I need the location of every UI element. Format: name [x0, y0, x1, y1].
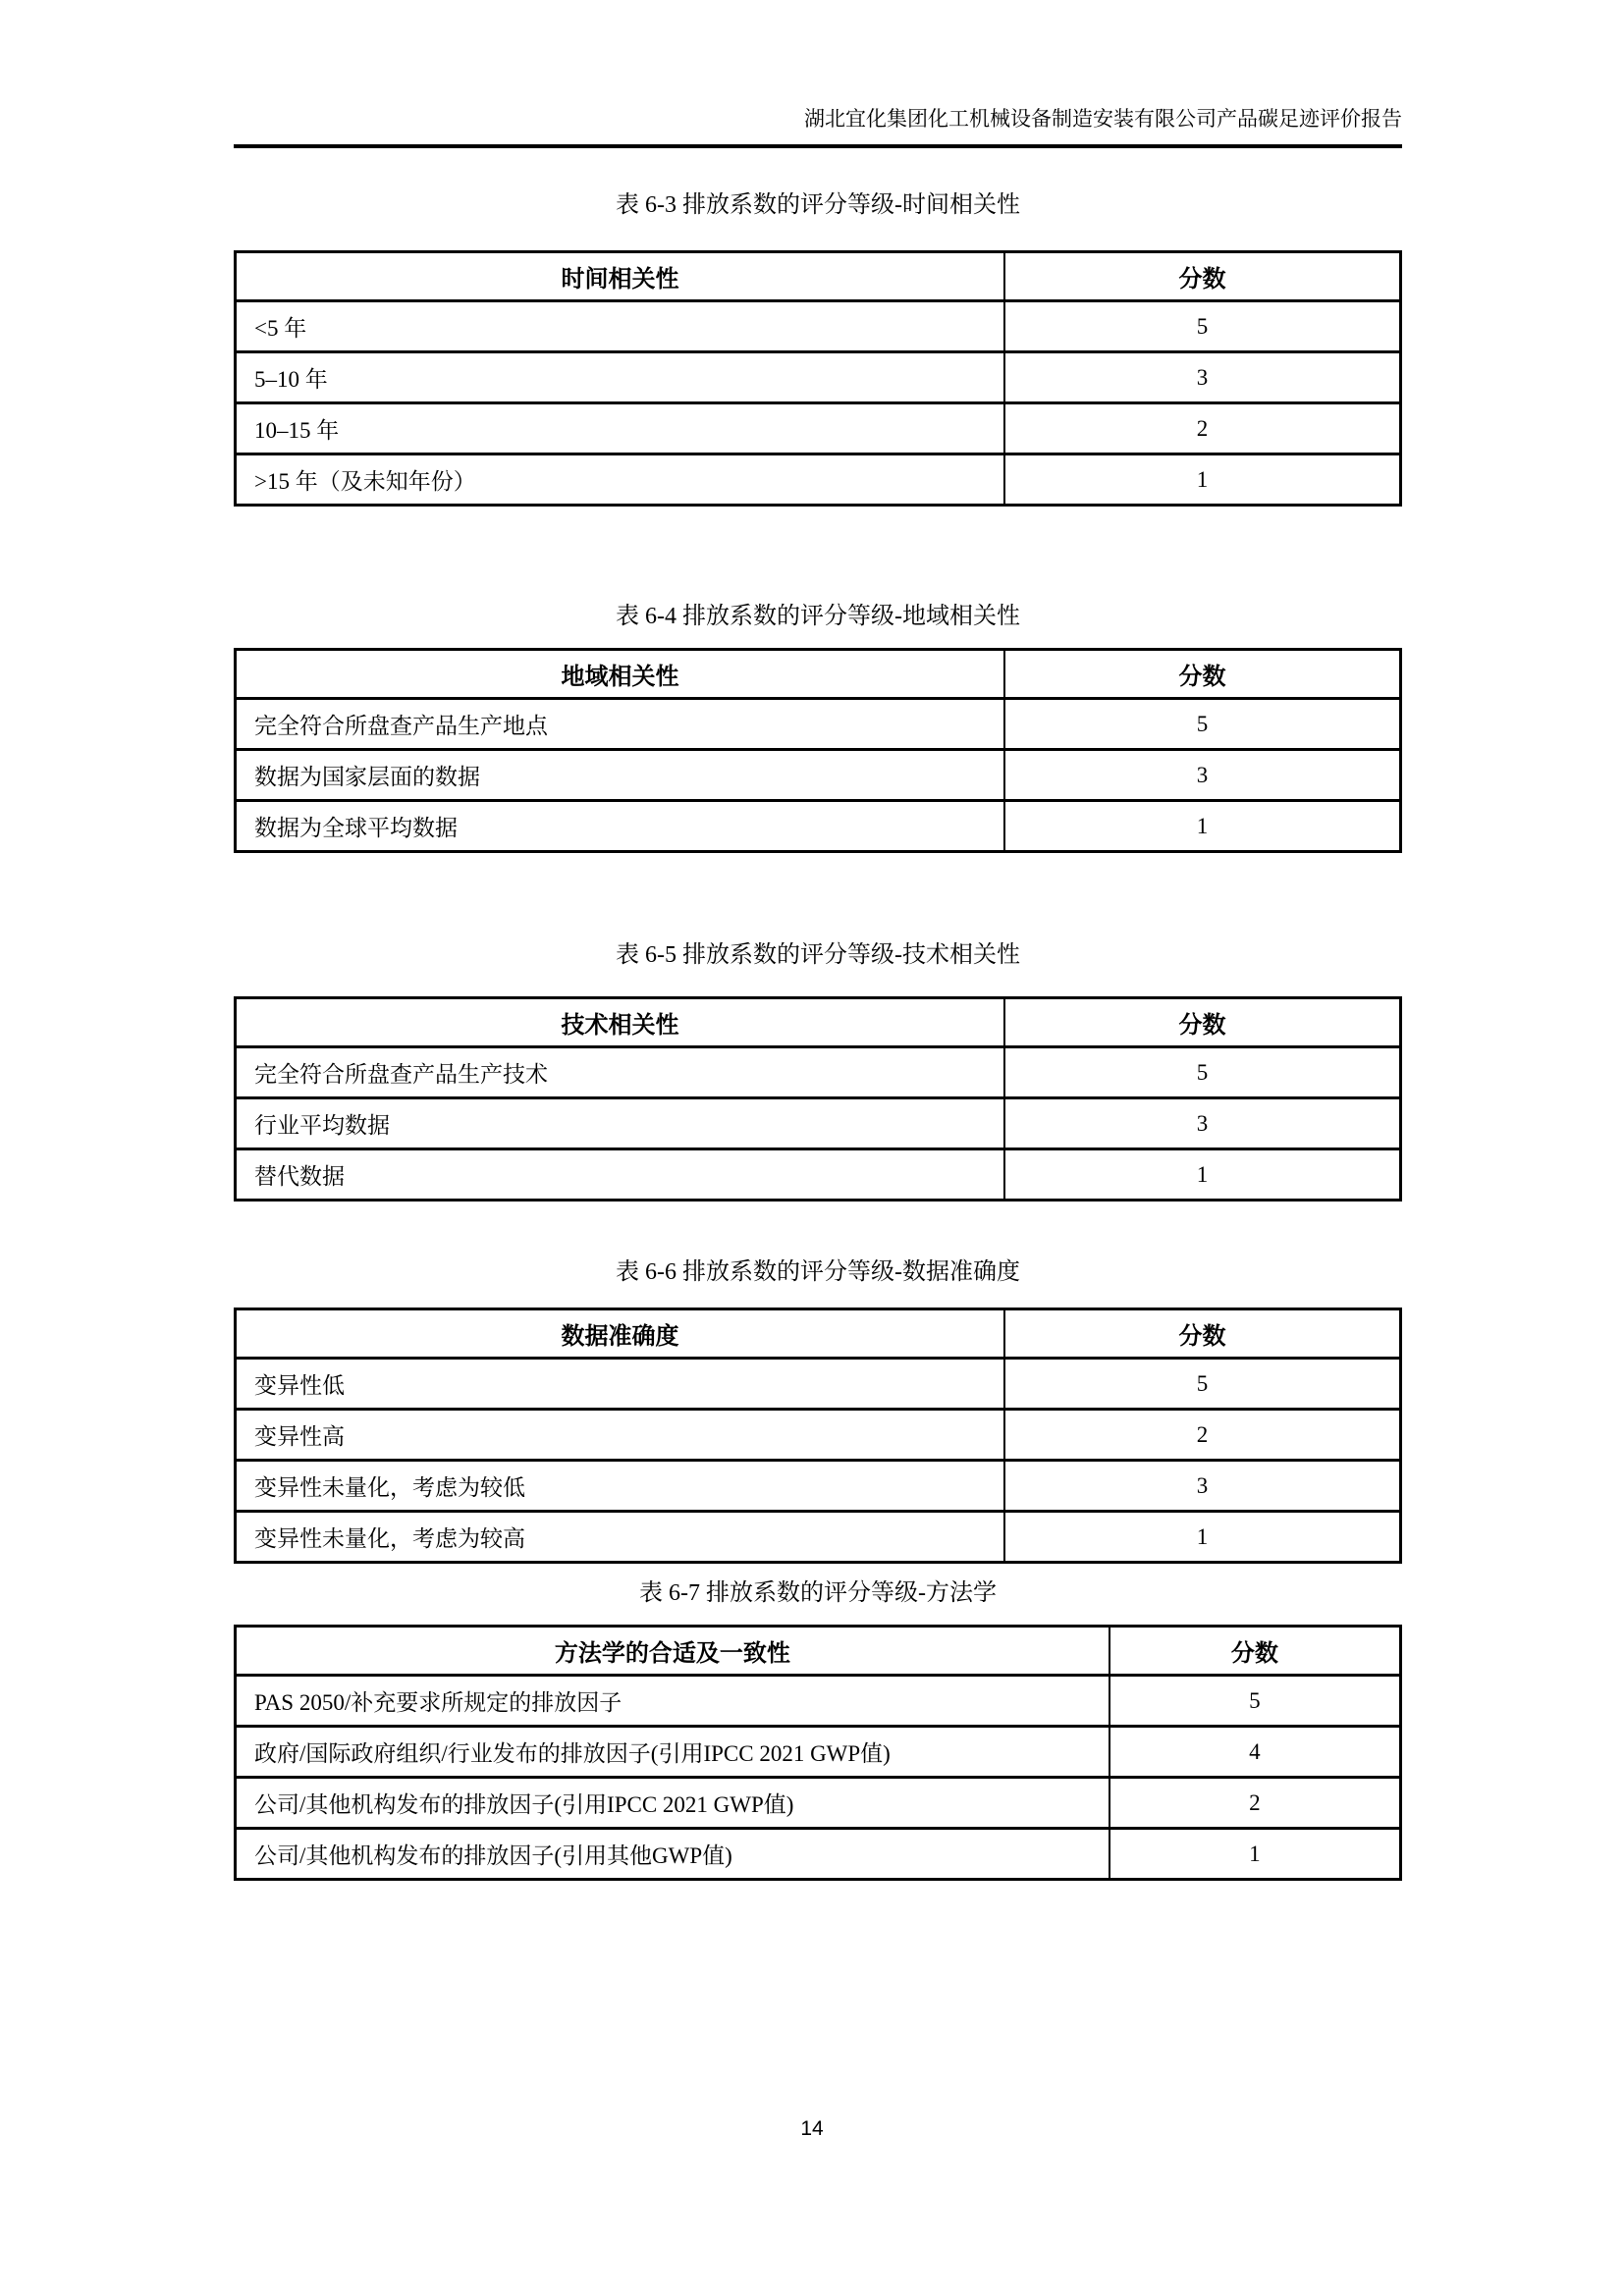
criteria-cell: 替代数据 — [236, 1149, 1004, 1201]
table-row — [236, 1512, 1401, 1563]
table-row — [236, 750, 1401, 801]
criteria-header-cell: 方法学的合适及一致性 — [236, 1627, 1110, 1676]
table-header-row — [236, 998, 1401, 1047]
score-cell: 3 — [1004, 1098, 1401, 1149]
score-header-cell: 分数 — [1004, 1309, 1401, 1359]
criteria-header-cell: 数据准确度 — [236, 1309, 1004, 1359]
table-row — [236, 1047, 1401, 1098]
criteria-cell: <5 年 — [236, 301, 1004, 352]
table-row — [236, 1098, 1401, 1149]
criteria-header-cell: 地域相关性 — [236, 650, 1004, 699]
table-row — [236, 1149, 1401, 1201]
table-6-7 — [234, 1625, 1402, 1881]
criteria-cell: 变异性低 — [236, 1359, 1004, 1410]
table-6-5-title: 表 6-5 排放系数的评分等级-技术相关性 — [616, 942, 1020, 968]
running-header-title: 湖北宜化集团化工机械设备制造安装有限公司产品碳足迹评价报告 — [804, 107, 1402, 131]
score-cell: 1 — [1004, 1512, 1401, 1563]
criteria-cell: 公司/其他机构发布的排放因子(引用IPCC 2021 GWP值) — [236, 1778, 1110, 1829]
criteria-cell: 完全符合所盘查产品生产技术 — [236, 1047, 1004, 1098]
table-header-row — [236, 1627, 1401, 1676]
score-cell: 5 — [1004, 1047, 1401, 1098]
criteria-cell: 变异性高 — [236, 1410, 1004, 1461]
table-6-5 — [234, 996, 1402, 1201]
table-row — [236, 454, 1401, 506]
page-content — [234, 0, 1402, 1881]
score-cell: 5 — [1004, 699, 1401, 750]
table-6-3-title: 表 6-3 排放系数的评分等级-时间相关性 — [616, 192, 1020, 218]
page-number: 14 — [800, 2117, 824, 2140]
table-6-6 — [234, 1308, 1402, 1564]
criteria-cell: >15 年（及未知年份） — [236, 454, 1004, 506]
score-header-cell: 分数 — [1004, 998, 1401, 1047]
table-header-row — [236, 252, 1401, 301]
criteria-header-cell: 时间相关性 — [236, 252, 1004, 301]
criteria-cell: 10–15 年 — [236, 403, 1004, 454]
table-row — [236, 301, 1401, 352]
criteria-cell: 政府/国际政府组织/行业发布的排放因子(引用IPCC 2021 GWP值) — [236, 1727, 1110, 1778]
table-6-5-section — [234, 939, 1402, 1201]
running-header — [234, 0, 1402, 148]
table-row — [236, 1727, 1401, 1778]
criteria-cell: 数据为国家层面的数据 — [236, 750, 1004, 801]
criteria-cell: 公司/其他机构发布的排放因子(引用其他GWP值) — [236, 1829, 1110, 1880]
score-cell: 2 — [1110, 1778, 1401, 1829]
score-cell: 5 — [1110, 1676, 1401, 1727]
score-header-cell: 分数 — [1004, 650, 1401, 699]
table-row — [236, 403, 1401, 454]
table-6-4-title: 表 6-4 排放系数的评分等级-地域相关性 — [616, 604, 1020, 629]
table-header-row — [236, 650, 1401, 699]
criteria-cell: 完全符合所盘查产品生产地点 — [236, 699, 1004, 750]
score-header-cell: 分数 — [1110, 1627, 1401, 1676]
table-row — [236, 801, 1401, 852]
table-6-4-section — [234, 601, 1402, 853]
table-row — [236, 1461, 1401, 1512]
table-6-3 — [234, 250, 1402, 507]
criteria-cell: PAS 2050/补充要求所规定的排放因子 — [236, 1676, 1110, 1727]
table-6-6-title: 表 6-6 排放系数的评分等级-数据准确度 — [616, 1259, 1020, 1285]
criteria-cell: 变异性未量化，考虑为较低 — [236, 1461, 1004, 1512]
table-row — [236, 1676, 1401, 1727]
score-cell: 1 — [1004, 1149, 1401, 1201]
table-row — [236, 352, 1401, 403]
score-cell: 3 — [1004, 352, 1401, 403]
score-cell: 2 — [1004, 403, 1401, 454]
score-cell: 3 — [1004, 750, 1401, 801]
criteria-header-cell: 技术相关性 — [236, 998, 1004, 1047]
score-cell: 1 — [1004, 801, 1401, 852]
table-row — [236, 1778, 1401, 1829]
table-row — [236, 1359, 1401, 1410]
table-6-3-section — [234, 189, 1402, 507]
table-6-7-section — [234, 1577, 1402, 1881]
score-header-cell: 分数 — [1004, 252, 1401, 301]
score-cell: 4 — [1110, 1727, 1401, 1778]
table-6-4 — [234, 648, 1402, 853]
score-cell: 5 — [1004, 301, 1401, 352]
criteria-cell: 数据为全球平均数据 — [236, 801, 1004, 852]
criteria-cell: 变异性未量化，考虑为较高 — [236, 1512, 1004, 1563]
score-cell: 3 — [1004, 1461, 1401, 1512]
score-cell: 1 — [1004, 454, 1401, 506]
score-cell: 2 — [1004, 1410, 1401, 1461]
table-row — [236, 699, 1401, 750]
score-cell: 5 — [1004, 1359, 1401, 1410]
table-row — [236, 1410, 1401, 1461]
score-cell: 1 — [1110, 1829, 1401, 1880]
table-6-7-title: 表 6-7 排放系数的评分等级-方法学 — [639, 1580, 997, 1606]
table-row — [236, 1829, 1401, 1880]
criteria-cell: 5–10 年 — [236, 352, 1004, 403]
header-rule-divider — [234, 144, 1402, 148]
criteria-cell: 行业平均数据 — [236, 1098, 1004, 1149]
table-6-6-section — [234, 1256, 1402, 1564]
table-header-row — [236, 1309, 1401, 1359]
